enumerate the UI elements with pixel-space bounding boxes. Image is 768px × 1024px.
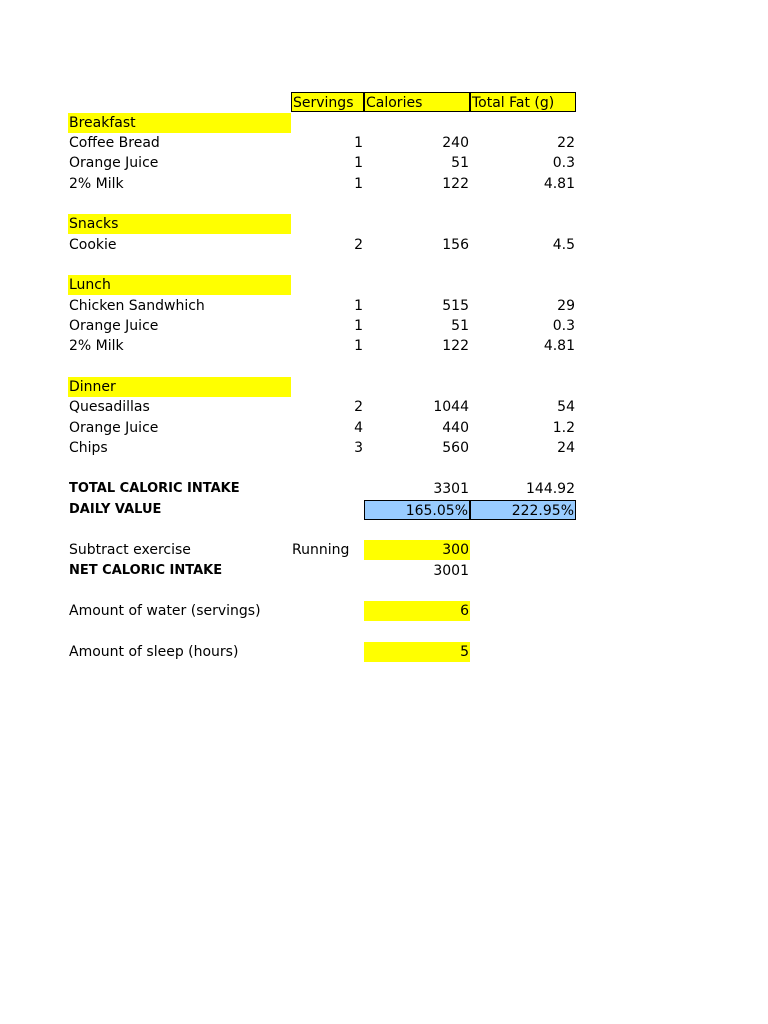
- total-calories-cell[interactable]: 3301: [433, 481, 469, 497]
- servings-cell[interactable]: 2: [354, 237, 363, 253]
- daily-value-fat-cell[interactable]: 222.95%: [470, 500, 576, 520]
- table-row: [0, 418, 768, 438]
- food-cell[interactable]: 2% Milk: [69, 338, 124, 354]
- daily-value-row: [0, 500, 768, 520]
- fat-cell[interactable]: 24: [557, 440, 575, 456]
- header-total-fat[interactable]: Total Fat (g): [470, 92, 576, 112]
- food-cell[interactable]: Quesadillas: [69, 399, 150, 415]
- fat-cell[interactable]: 22: [557, 135, 575, 151]
- exercise-calories-cell[interactable]: 300: [364, 540, 470, 560]
- section-row-snacks: [0, 214, 768, 234]
- food-cell[interactable]: Orange Juice: [69, 155, 159, 171]
- section-label-dinner[interactable]: Dinner: [68, 377, 291, 397]
- food-cell[interactable]: Cookie: [69, 237, 117, 253]
- net-row: [0, 561, 768, 581]
- calories-cell[interactable]: 156: [442, 237, 469, 253]
- table-row: [0, 235, 768, 255]
- fat-cell[interactable]: 54: [557, 399, 575, 415]
- table-row: [0, 316, 768, 336]
- section-row-lunch: [0, 275, 768, 295]
- servings-cell[interactable]: 1: [354, 135, 363, 151]
- calories-cell[interactable]: 1044: [433, 399, 469, 415]
- food-cell[interactable]: Orange Juice: [69, 420, 159, 436]
- fat-cell[interactable]: 0.3: [552, 155, 575, 171]
- calories-cell[interactable]: 122: [442, 338, 469, 354]
- header-servings[interactable]: Servings: [291, 92, 364, 112]
- fat-cell[interactable]: 4.5: [552, 237, 575, 253]
- servings-cell[interactable]: 1: [354, 176, 363, 192]
- sleep-label[interactable]: Amount of sleep (hours): [69, 644, 239, 660]
- calories-cell[interactable]: 51: [451, 318, 469, 334]
- daily-value-calories-cell[interactable]: 165.05%: [364, 500, 470, 520]
- section-label-snacks[interactable]: Snacks: [68, 214, 291, 234]
- fat-cell[interactable]: 1.2: [552, 420, 575, 436]
- net-calories-cell[interactable]: 3001: [433, 563, 469, 579]
- servings-cell[interactable]: 1: [354, 318, 363, 334]
- table-row: [0, 153, 768, 173]
- section-label-breakfast[interactable]: Breakfast: [68, 113, 291, 133]
- header-calories[interactable]: Calories: [364, 92, 470, 112]
- food-cell[interactable]: Chips: [69, 440, 108, 456]
- calories-cell[interactable]: 560: [442, 440, 469, 456]
- water-row: [0, 601, 768, 621]
- total-caloric-intake-label[interactable]: TOTAL CALORIC INTAKE: [69, 481, 240, 496]
- header-row: [0, 92, 768, 112]
- table-row: [0, 336, 768, 356]
- servings-cell[interactable]: 1: [354, 298, 363, 314]
- servings-cell[interactable]: 1: [354, 155, 363, 171]
- food-cell[interactable]: Orange Juice: [69, 318, 159, 334]
- food-cell[interactable]: Coffee Bread: [69, 135, 160, 151]
- calories-cell[interactable]: 515: [442, 298, 469, 314]
- section-row-breakfast: [0, 113, 768, 133]
- table-row: [0, 397, 768, 417]
- table-row: [0, 133, 768, 153]
- table-row: [0, 174, 768, 194]
- sleep-value-cell[interactable]: 5: [364, 642, 470, 662]
- total-fat-cell[interactable]: 144.92: [526, 481, 575, 497]
- fat-cell[interactable]: 4.81: [543, 176, 575, 192]
- fat-cell[interactable]: 0.3: [552, 318, 575, 334]
- section-label-lunch[interactable]: Lunch: [68, 275, 291, 295]
- water-label[interactable]: Amount of water (servings): [69, 603, 261, 619]
- sleep-row: [0, 642, 768, 662]
- total-row: [0, 479, 768, 499]
- calories-cell[interactable]: 51: [451, 155, 469, 171]
- food-cell[interactable]: Chicken Sandwhich: [69, 298, 205, 314]
- servings-cell[interactable]: 3: [354, 440, 363, 456]
- calories-cell[interactable]: 440: [442, 420, 469, 436]
- exercise-row: [0, 540, 768, 560]
- servings-cell[interactable]: 4: [354, 420, 363, 436]
- fat-cell[interactable]: 29: [557, 298, 575, 314]
- table-row: [0, 296, 768, 316]
- servings-cell[interactable]: 1: [354, 338, 363, 354]
- net-caloric-intake-label[interactable]: NET CALORIC INTAKE: [69, 563, 223, 578]
- servings-cell[interactable]: 2: [354, 399, 363, 415]
- daily-value-label[interactable]: DAILY VALUE: [69, 502, 162, 517]
- water-value-cell[interactable]: 6: [364, 601, 470, 621]
- section-row-dinner: [0, 377, 768, 397]
- subtract-exercise-label[interactable]: Subtract exercise: [69, 542, 191, 558]
- calories-cell[interactable]: 122: [442, 176, 469, 192]
- fat-cell[interactable]: 4.81: [543, 338, 575, 354]
- exercise-type-cell[interactable]: Running: [292, 542, 350, 558]
- food-cell[interactable]: 2% Milk: [69, 176, 124, 192]
- calories-cell[interactable]: 240: [442, 135, 469, 151]
- table-row: [0, 438, 768, 458]
